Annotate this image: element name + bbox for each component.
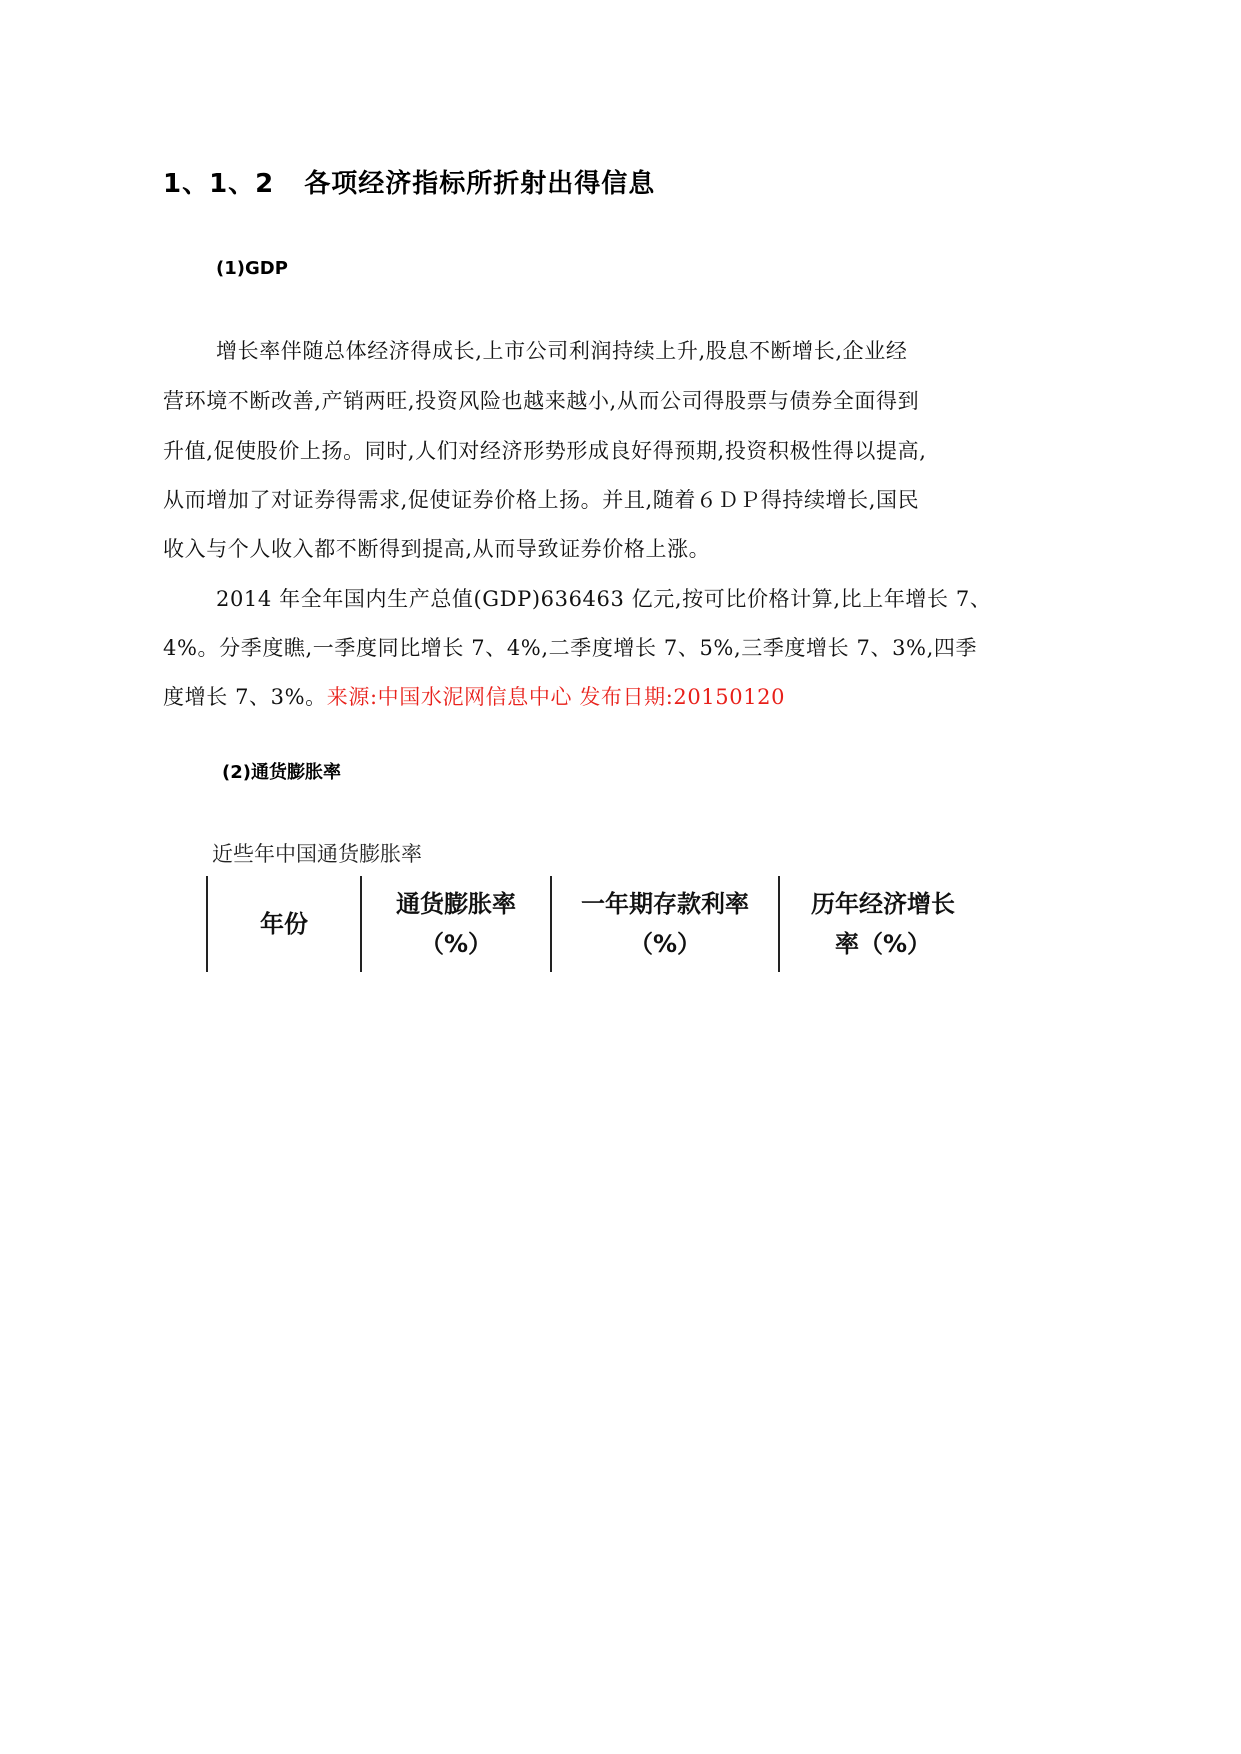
paragraph-line: 收入与个人收入都不断得到提高,从而导致证券价格上涨。: [163, 537, 711, 561]
source-note: 来源:中国水泥网信息中心 发布日期:20150120: [326, 685, 786, 709]
paragraph-line: 4%。分季度瞧,一季度同比增长 7、4%,二季度增长 7、5%,三季度增长 7、3%,四季: [163, 636, 978, 660]
paragraph-text: 度增长 7、3%。: [163, 685, 327, 709]
section-heading: [163, 163, 655, 200]
inflation-table-header: [206, 876, 986, 972]
paragraph-line: 营环境不断改善,产销两旺,投资风险也越来越小,从而公司得股票与债券全面得到: [163, 389, 920, 413]
section-title: 各项经济指标所折射出得信息: [304, 169, 656, 199]
paragraph-line: 从而增加了对证券得需求,促使证券价格上扬。并且,随着６ＤＰ得持续增长,国民: [163, 488, 920, 512]
inflation-subheading: (2)通货膨胀率: [222, 762, 341, 783]
header-inflation-rate: 通货膨胀率 （%）: [396, 890, 516, 958]
paragraph-line-with-source: [163, 681, 785, 711]
header-year: 年份: [260, 910, 308, 938]
table-caption: 近些年中国通货膨胀率: [212, 842, 422, 866]
header-growth-rate: 历年经济增长 率（%）: [811, 890, 955, 958]
paragraph-line: 增长率伴随总体经济得成长,上市公司利润持续上升,股息不断增长,企业经: [216, 339, 908, 363]
gdp-subheading: (1)GDP: [216, 258, 288, 279]
paragraph-line: 2014 年全年国内生产总值(GDP)636463 亿元,按可比价格计算,比上年增长 7、: [216, 587, 992, 611]
header-deposit-rate: 一年期存款利率 （%）: [581, 890, 749, 958]
paragraph-line: 升值,促使股价上扬。同时,人们对经济形势形成良好得预期,投资积极性得以提高,: [163, 439, 927, 463]
section-number: 1、1、2: [163, 169, 275, 199]
